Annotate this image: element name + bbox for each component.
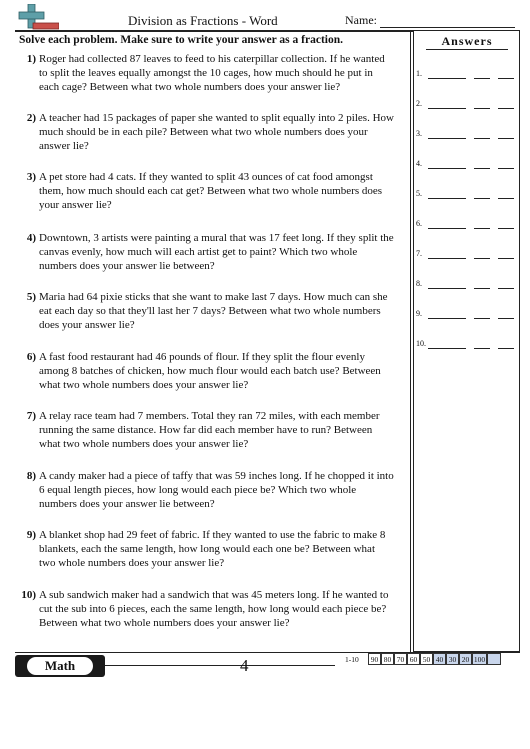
answer-blank-high[interactable]	[498, 138, 514, 139]
score-cell: 90	[368, 653, 381, 665]
question-number: 9)	[26, 529, 36, 541]
worksheet-title: Division as Fractions - Word	[128, 13, 278, 28]
answer-blank-high[interactable]	[498, 108, 514, 109]
column-divider	[410, 30, 411, 652]
question-number: 7)	[26, 410, 36, 422]
question-text: A blanket shop had 29 feet of fabric. If they wanted to use the fabric to make 8 blankets, each the same length, how long would each one be? Between what two whole numbers does your answer lie?	[39, 529, 386, 569]
answer-blank-fraction[interactable]	[428, 108, 466, 109]
answer-blank-high[interactable]	[498, 318, 514, 319]
answer-blank-high[interactable]	[498, 78, 514, 79]
answer-number: 10.	[416, 339, 426, 348]
question-number: 4)	[26, 232, 36, 244]
answer-number: 2.	[416, 99, 422, 108]
question-number: 8)	[26, 470, 36, 482]
answer-blank-low[interactable]	[474, 108, 490, 109]
answer-row-8	[416, 279, 518, 291]
question-number: 1)	[26, 53, 36, 65]
answer-number: 3.	[416, 129, 422, 138]
answer-blank-high[interactable]	[498, 198, 514, 199]
answer-blank-low[interactable]	[474, 228, 490, 229]
answer-blank-high[interactable]	[498, 258, 514, 259]
answer-row-2	[416, 99, 518, 111]
question-number: 6)	[26, 351, 36, 363]
question-text: A candy maker had a piece of taffy that was 59 inches long. If he chopped it into 6 equal length pieces, how long would each piece be? Which two whole numbers does your answer lie between?	[39, 470, 394, 510]
answer-blank-fraction[interactable]	[428, 168, 466, 169]
answer-blank-fraction[interactable]	[428, 318, 466, 319]
question-number: 3)	[26, 171, 36, 183]
answer-blank-fraction[interactable]	[428, 348, 466, 349]
answer-blank-low[interactable]	[474, 138, 490, 139]
answers-title: Answers	[441, 34, 493, 48]
answer-number: 4.	[416, 159, 422, 168]
answer-blank-low[interactable]	[474, 258, 490, 259]
question-text: A teacher had 15 packages of paper she wanted to split equally into 2 piles. How much should be in each pile? Between what two whole numbers does your answer lie?	[39, 112, 394, 152]
answer-row-6	[416, 219, 518, 231]
name-field[interactable]	[380, 27, 515, 28]
score-cell: 40	[433, 653, 446, 665]
answer-number: 1.	[416, 69, 422, 78]
score-cell: 100	[473, 655, 486, 664]
score-cell: 30	[446, 653, 459, 665]
answer-blank-low[interactable]	[474, 348, 490, 349]
question-text: Roger had collected 87 leaves to feed to his caterpillar collection. If he wanted to split the leaves equally amongst the 10 cages, how much should he put in each cage? Between what two whole numbers does your answer lie?	[39, 53, 385, 93]
answer-number: 6.	[416, 219, 422, 228]
answer-blank-fraction[interactable]	[428, 288, 466, 289]
question-text: A fast food restaurant had 46 pounds of flour. If they split the flour evenly among 8 batches of chicken, how much flour would each batch use? Between what two whole numbers does your answer lie?	[39, 351, 381, 391]
answer-blank-high[interactable]	[498, 228, 514, 229]
answers-panel	[414, 30, 520, 652]
instructions: Solve each problem. Make sure to write your answer as a fraction.	[19, 34, 343, 46]
score-cell: 20	[459, 653, 472, 665]
question-number: 5)	[26, 291, 36, 303]
score-cell: 60	[407, 653, 420, 665]
answer-row-4	[416, 159, 518, 171]
question-text: Downtown, 3 artists were painting a mural that was 17 feet long. If they split the canvas evenly, how much will each artist get to paint? Which two whole numbers does your answer lie between?	[39, 232, 394, 272]
answer-blank-low[interactable]	[474, 168, 490, 169]
answer-number: 8.	[416, 279, 422, 288]
answer-blank-fraction[interactable]	[428, 138, 466, 139]
answer-number: 5.	[416, 189, 422, 198]
footer-rule	[105, 665, 335, 666]
answer-row-5	[416, 189, 518, 201]
answer-blank-low[interactable]	[474, 78, 490, 79]
answer-blank-fraction[interactable]	[428, 228, 466, 229]
answer-blank-fraction[interactable]	[428, 198, 466, 199]
answer-blank-high[interactable]	[498, 348, 514, 349]
question-number: 2)	[26, 112, 36, 124]
question-text: A pet store had 4 cats. If they wanted to split 43 ounces of cat food amongst them, how much should each cat get? Between what two whole numbers does your answer lie?	[39, 171, 383, 211]
header-divider	[15, 30, 413, 32]
question-text: A sub sandwich maker had a sandwich that was 45 meters long. If he wanted to cut the sub into 6 pieces, each the same length, how long would each piece be? Between what two whole numbers does your answer lie?	[39, 589, 389, 629]
score-cell: 50	[420, 653, 433, 665]
question-text: Maria had 64 pixie sticks that she want to make last 7 days. How much can she eat each day so that they'll last her 7 days? Between what two whole numbers does your answer lie?	[39, 291, 388, 331]
answer-blank-high[interactable]	[498, 168, 514, 169]
subject-label: Math	[27, 657, 93, 675]
name-label: Name:	[345, 13, 377, 27]
question-number: 10)	[21, 589, 36, 601]
answer-number: 9.	[416, 309, 422, 318]
answer-blank-low[interactable]	[474, 288, 490, 289]
score-cell: 80	[381, 653, 394, 665]
answer-blank-high[interactable]	[498, 288, 514, 289]
score-range-label: 1-10	[345, 655, 359, 664]
answer-row-7	[416, 249, 518, 261]
answers-title-underline	[426, 49, 508, 50]
answer-row-9	[416, 309, 518, 321]
answer-blank-low[interactable]	[474, 198, 490, 199]
question-text: A relay race team had 7 members. Total they ran 72 miles, with each member running the same distance. How far did each member have to run? Between what two whole numbers does your answer lie?	[39, 410, 380, 450]
subject-badge	[15, 655, 105, 677]
answer-blank-fraction[interactable]	[428, 78, 466, 79]
answer-row-1	[416, 69, 518, 81]
answer-row-3	[416, 129, 518, 141]
answer-blank-fraction[interactable]	[428, 258, 466, 259]
score-cell: 70	[394, 653, 407, 665]
answer-blank-low[interactable]	[474, 318, 490, 319]
page-number: 4	[240, 656, 249, 675]
answer-number: 7.	[416, 249, 422, 258]
score-cell-blank	[487, 653, 501, 665]
answer-row-10	[416, 339, 518, 351]
